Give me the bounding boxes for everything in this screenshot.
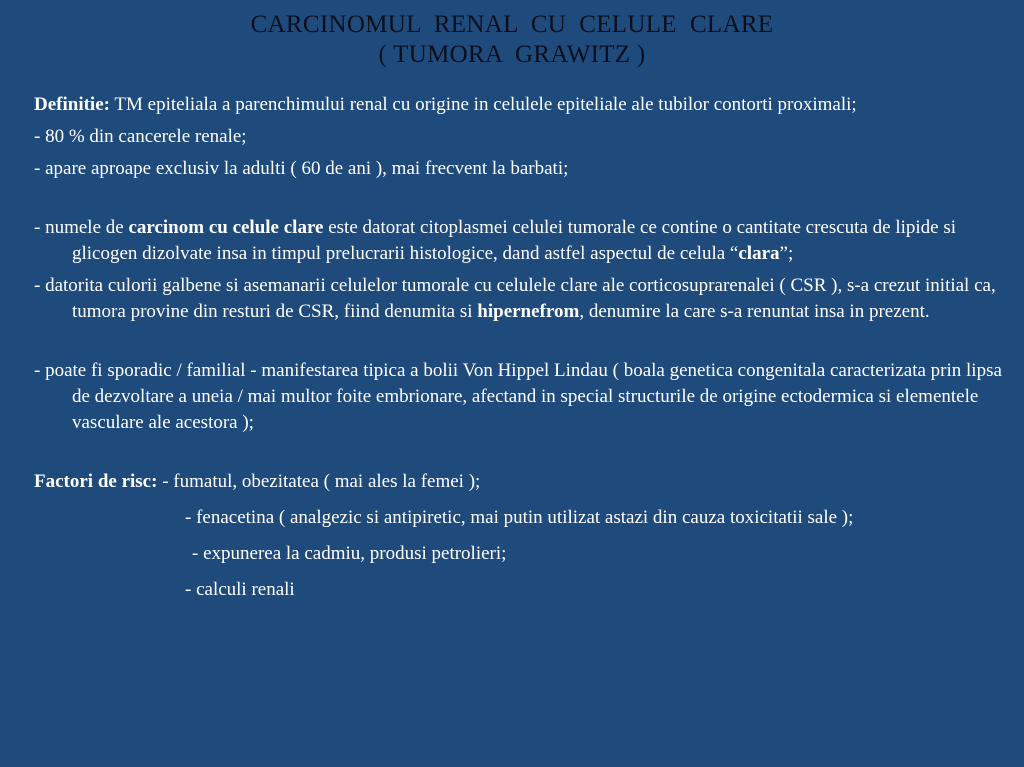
slide-title	[0, 10, 1024, 70]
risk-factor-row-2	[34, 505, 1009, 531]
bullet-color-similarity	[34, 273, 1009, 325]
name-origin-text-3: ”;	[779, 243, 794, 264]
color-bold-hipernefrom: hipernefrom	[477, 301, 580, 322]
risk-factor-row-3	[34, 541, 1009, 567]
bullet-sporadic-familial: - poate fi sporadic / familial - manifestarea tipica a bolii Von Hippel Lindau ( boala genetica congenitala caracterizata prin lipsa de dezvoltare a uneia / mai multor foite embrionare, afectand in special structurile de origine ectodermica si elementele vasculare ale acestora );	[34, 360, 1002, 433]
name-origin-text-1: - numele de	[34, 217, 129, 238]
slide-body	[34, 92, 1009, 613]
spacer	[34, 442, 1009, 469]
bullet-adults: - apare aproape exclusiv la adulti ( 60 de ani ), mai frecvent la barbati;	[34, 158, 569, 179]
risk-factor-row-4	[34, 577, 1009, 603]
bullet-percentage: - 80 % din cancerele renale;	[34, 126, 247, 147]
risk-factor-item: - fenacetina ( analgezic si antipiretic, mai putin utilizat astazi din cauza toxicitatii sale );	[185, 507, 854, 528]
risk-factors-label: Factori de risc:	[34, 471, 158, 492]
risk-factor-item: - expunerea la cadmiu, produsi petrolieri;	[192, 543, 507, 564]
name-origin-bold-term: carcinom cu celule clare	[128, 217, 324, 238]
color-text-1: - datorita culorii galbene si asemanarii celulelor tumorale cu celulele clare ale corticosuprarenalei ( CSR ), s-a crezut initial ca, tumora provine din resturi de CSR, fiind denumita si	[34, 275, 996, 322]
definition-paragraph	[34, 92, 1009, 118]
name-origin-text-2: este datorat citoplasmei celulei tumorale ce contine o cantitate crescuta de lipide si glicogen dizolvate insa in timpul prelucrarii histologice, dand astfel aspectul de celula “	[72, 217, 957, 264]
risk-factor-row-1	[34, 469, 1009, 495]
risk-factors	[34, 469, 1009, 603]
bullet-name-origin	[34, 215, 1009, 267]
risk-factor-item: - fumatul, obezitatea ( mai ales la femei );	[157, 471, 481, 492]
name-origin-bold-clara: clara	[738, 243, 780, 264]
title-line-1: CARCINOMUL RENAL CU CELULE CLARE	[250, 11, 774, 38]
definition-text: TM epiteliala a parenchimului renal cu origine in celulele epiteliale ale tubilor contorti proximali;	[109, 94, 857, 115]
definition-label: Definitie:	[34, 94, 110, 115]
risk-factor-item: - calculi renali	[185, 579, 295, 600]
spacer	[34, 331, 1009, 358]
title-line-2: ( TUMORA GRAWITZ )	[378, 41, 646, 68]
color-text-2: , denumire la care s-a renuntat insa in prezent.	[579, 301, 930, 322]
spacer	[34, 188, 1009, 215]
